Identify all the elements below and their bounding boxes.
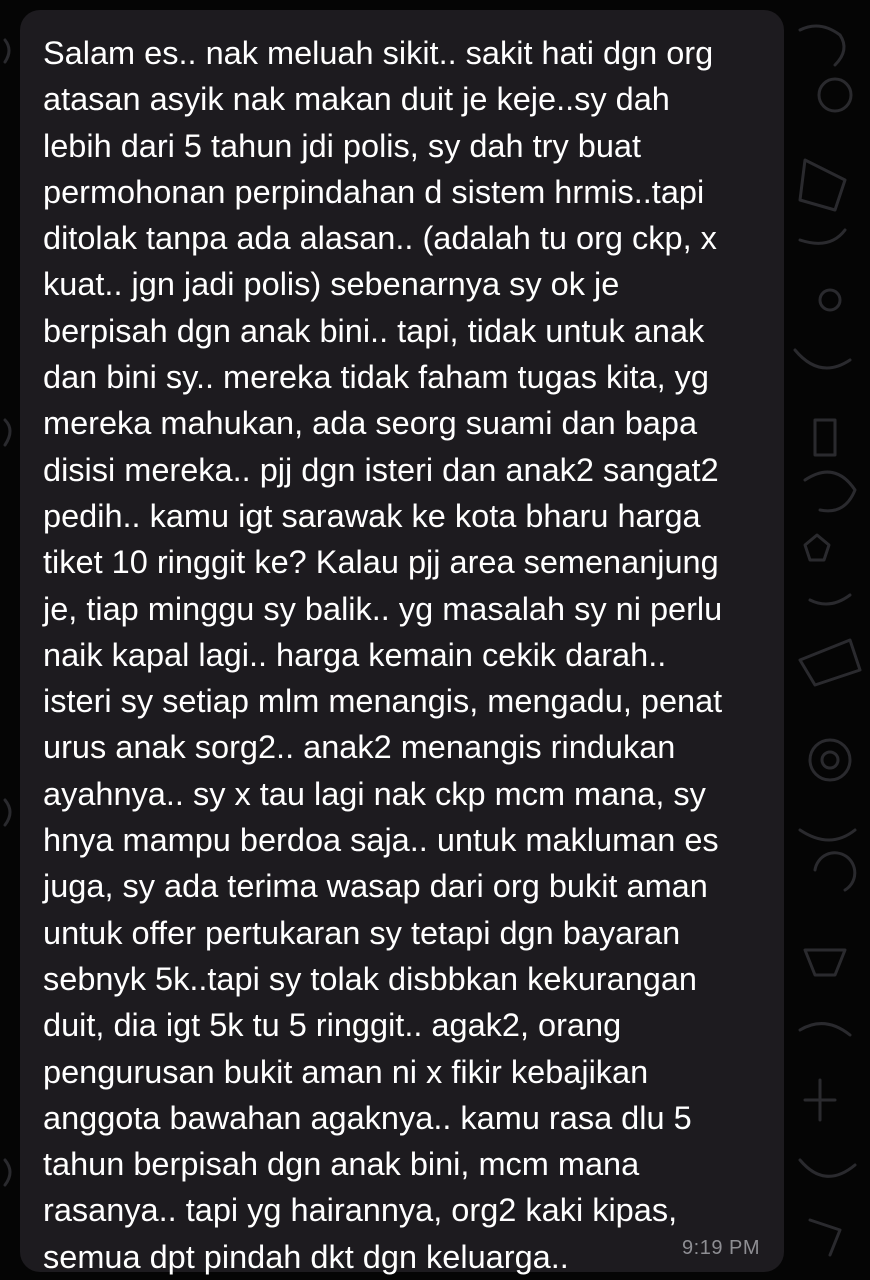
- message-line: isteri sy setiap mlm menangis, mengadu, penat: [43, 683, 723, 720]
- message-line: je, tiap minggu sy balik.. yg masalah sy ni perlu: [43, 590, 723, 627]
- message-line: kuat.. jgn jadi polis) sebenarnya sy ok je: [43, 266, 620, 303]
- message-line: juga, sy ada terima wasap dari org bukit aman: [43, 868, 708, 905]
- message-line: Salam es.. nak meluah sikit.. sakit hati dgn org: [43, 35, 714, 71]
- message-line: urus anak sorg2.. anak2 menangis rindukan: [43, 729, 676, 766]
- message-line: tahun berpisah dgn anak bini, mcm mana: [43, 1146, 640, 1183]
- message-line: pengurusan bukit aman ni x fikir kebajikan: [43, 1053, 649, 1090]
- message-timestamp: 9:19 PM: [682, 1237, 760, 1259]
- message-line: naik kapal lagi.. harga kemain cekik darah..: [43, 636, 667, 673]
- message-line: dan bini sy.. mereka tidak faham tugas kita, yg: [43, 359, 709, 396]
- message-line: hnya mampu berdoa saja.. untuk makluman es: [43, 822, 719, 859]
- message-line: untuk offer pertukaran sy tetapi dgn bayaran: [43, 914, 681, 951]
- message-line: anggota bawahan agaknya.. kamu rasa dlu 5: [43, 1099, 692, 1136]
- message-text: [43, 30, 766, 1280]
- message-line: sebnyk 5k..tapi sy tolak disbbkan kekurangan: [43, 960, 697, 997]
- message-line: disisi mereka.. pjj dgn isteri dan anak2 sangat2: [43, 451, 719, 488]
- message-bubble[interactable]: [20, 10, 784, 1275]
- message-line: tiket 10 ringgit ke? Kalau pjj area semenanjung: [43, 544, 719, 581]
- message-line: lebih dari 5 tahun jdi polis, sy dah try buat: [43, 127, 641, 164]
- message-line: ditolak tanpa ada alasan.. (adalah tu org ckp, x: [43, 220, 717, 257]
- message-line: atasan asyik nak makan duit je keje..sy dah: [43, 81, 670, 118]
- message-line: mereka mahukan, ada seorg suami dan bapa: [43, 405, 698, 442]
- message-line: berpisah dgn anak bini.. tapi, tidak untuk anak: [43, 312, 705, 349]
- message-line: semua dpt pindah dkt dgn keluarga..: [43, 1238, 569, 1275]
- message-line: ayahnya.. sy x tau lagi nak ckp mcm mana, sy: [43, 775, 706, 812]
- message-line: permohonan perpindahan d sistem hrmis..tapi: [43, 173, 705, 210]
- message-line: pedih.. kamu igt sarawak ke kota bharu harga: [43, 497, 701, 534]
- message-line: duit, dia igt 5k tu 5 ringgit.. agak2, orang: [43, 1007, 622, 1044]
- message-line: rasanya.. tapi yg hairannya, org2 kaki kipas,: [43, 1192, 678, 1229]
